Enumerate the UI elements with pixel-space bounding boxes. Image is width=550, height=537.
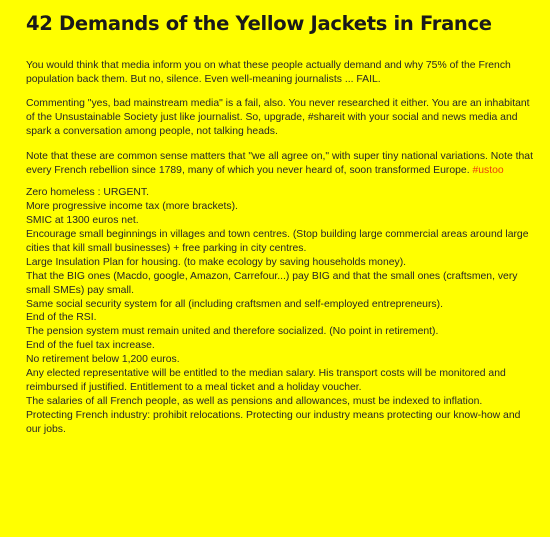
demand-item: Large Insulation Plan for housing. (to make ecology by saving households money). [26, 256, 407, 268]
demands-list [26, 186, 538, 436]
demand-item: SMIC at 1300 euros net. [26, 215, 139, 227]
demand-item: Any elected representative will be entitled to the median salary. His transport costs will be monitored and reimbursed if justified. Entitlement to a meal ticket and a holiday voucher. [26, 368, 506, 394]
ustoo-hashtag-link[interactable]: #ustoo [472, 164, 504, 176]
demand-item: The salaries of all French people, as well as pensions and allowances, must be indexed to inflation. [26, 395, 483, 407]
demand-item: That the BIG ones (Macdo, google, Amazon, Carrefour...) pay BIG and that the small ones (craftsmen, very small SMEs) pay small. [26, 270, 518, 296]
demand-item: End of the fuel tax increase. [26, 340, 155, 352]
demand-item: Encourage small beginnings in villages and town centres. (Stop building large commercial areas around large cities that kill small businesses) + free parking in city centres. [26, 229, 529, 254]
demand-item: More progressive income tax (more brackets). [26, 201, 238, 213]
demand-item: Same social security system for all (including craftsmen and self-employed entrepreneurs). [26, 298, 443, 310]
demand-item: End of the RSI. [26, 312, 97, 324]
demand-item: No retirement below 1,200 euros. [26, 354, 180, 366]
demand-item: The pension system must remain united and therefore socialized. (No point in retirement). [26, 326, 439, 338]
note-paragraph [26, 150, 538, 178]
document-body [26, 59, 538, 437]
note-text: Note that these are common sense matters that "we all agree on," with super tiny national variations. Note that every French rebellion since 1789, many of which you never heard of, soon transformed Europe. [26, 150, 533, 176]
intro-paragraph: You would think that media inform you on what these people actually demand and why 75% of the French population back them. But no, silence. Even well-meaning journalists ... FAIL. [26, 60, 511, 85]
demand-item: Protecting French industry: prohibit relocations. Protecting our industry means protecting our know-how and our jobs. [26, 409, 521, 435]
commentary-paragraph: Commenting "yes, bad mainstream media" is a fail, also. You never researched it either. You are an inhabitant of the Unsustainable Society just like journalist. So, upgrade, #shareit with your social and news media and spark a conversation among people, not talking heads. [26, 98, 530, 138]
page-title: 42 Demands of the Yellow Jackets in France [26, 12, 492, 35]
demand-item: Zero homeless : URGENT. [26, 187, 149, 199]
